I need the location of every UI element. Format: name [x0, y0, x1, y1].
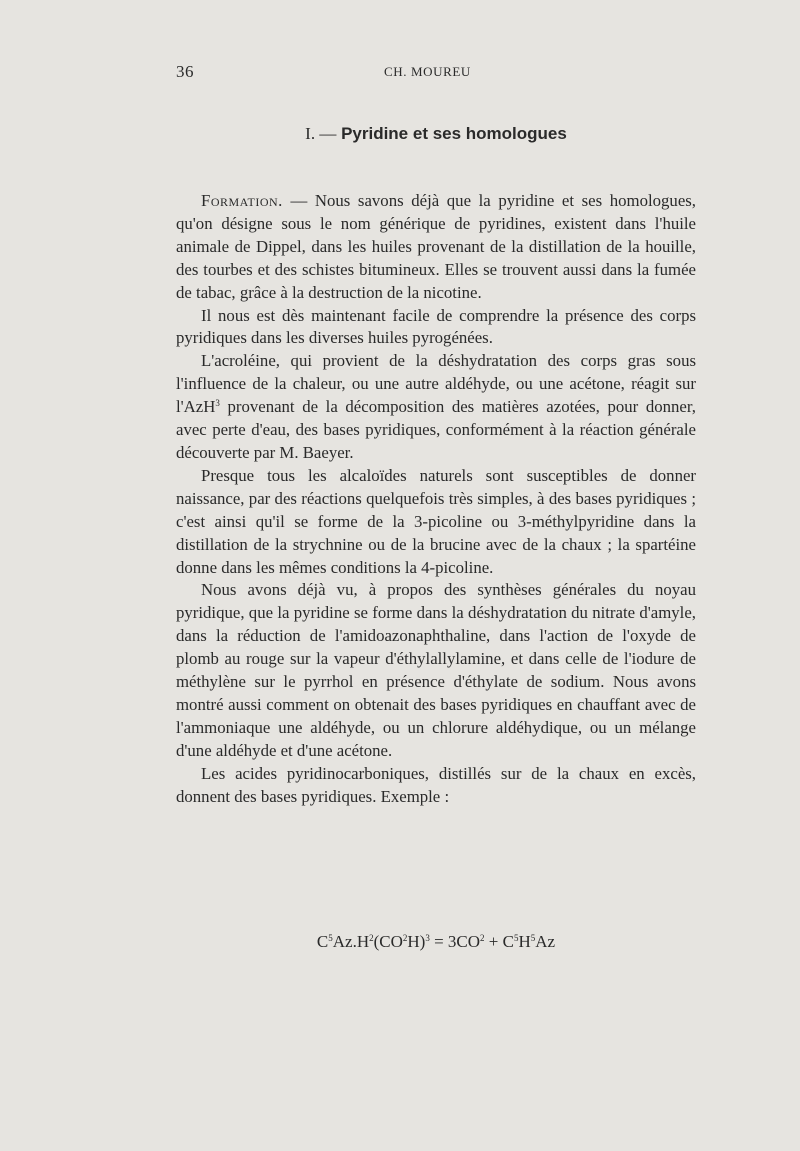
formula-part: C — [316, 932, 329, 951]
paragraph: Nous avons déjà vu, à propos des synthèses générales du noyau pyridique, que la pyridine se forme dans la déshydratation du nitrate d'amyle, dans la réduction de l'amidoazonaphthaline, dans l'action de l'oxyde de plomb au rouge sur la vapeur d'éthylallylamine, et dans celle de l'iodure de méthylène sur le pyrrhol en présence d'éthylate de sodium. Nous avons montré aussi comment on obtenait des bases pyridiques en chauffant avec de l'ammoniaque une aldéhyde, ou un chlorure aldéhydique, ou un mélange d'une aldéhyde et d'une acétone. — [176, 580, 696, 760]
formula-part: (CO — [373, 932, 403, 951]
formula-sup: 5 — [328, 933, 333, 943]
formula-part: Az — [535, 932, 556, 951]
formula-part: = 3CO — [429, 932, 481, 951]
formula-sup: 2 — [369, 933, 374, 943]
formula-sup: 2 — [402, 933, 408, 943]
section-heading — [176, 124, 696, 144]
chemical-equation — [176, 932, 696, 952]
page-number: 36 — [176, 62, 194, 81]
section-number: I. — — [305, 124, 337, 143]
body-text — [176, 190, 696, 808]
section-title: Pyridine et ses homologues — [341, 124, 567, 143]
formula-part: H) — [407, 932, 426, 951]
paragraph: Presque tous les alcaloïdes naturels sont susceptibles de donner naissance, par des réactions quelquefois très simples, à des bases pyridiques ; c'est ainsi qu'il se forme de la 3-picoline ou 3-méthylpyridine dans la distillation de la strychnine ou de la brucine avec de la chaux ; la spartéine donne dans les mêmes conditions la 4-picoline. — [176, 465, 696, 577]
formula-part: H — [518, 932, 531, 951]
paragraph-lead: Formation. — [201, 191, 283, 210]
running-title: CH. MOUREU — [384, 64, 471, 79]
paragraph-text: — Nous savons déjà que la pyridine et ses homologues, qu'on désigne sous le nom générique de pyridines, existent dans l'huile animale de Dippel, dans les huiles provenant de la distillation de la houille, des tourbes et des schistes bitumineux. Elles se trouvent aussi dans la fumée de tabac, grâce à la destruction de la nicotine. — [176, 191, 696, 302]
formula-part: Az.H — [332, 932, 370, 951]
paragraph-formation — [176, 190, 696, 305]
paragraph: Il nous est dès maintenant facile de comprendre la présence des corps pyridiques dans les diverses huiles pyrogénées. — [176, 305, 696, 348]
paragraph-text: provenant de la décomposition des matières azotées, pour donner, avec perte d'eau, des bases pyridiques, conformément à la réaction générale découverte par M. Baeyer. — [176, 397, 696, 462]
formula-sup: 5 — [513, 933, 519, 943]
formula-sup: 3 — [425, 933, 430, 943]
formula-sup: 5 — [530, 933, 536, 943]
paragraph-text: L'acroléine, qui provient de la déshydratation des corps gras sous l'influence de la chaleur, ou une autre aldéhyde, ou une acétone, réagit sur l'AzH — [176, 351, 696, 417]
paragraph: Les acides pyridinocarboniques, distillés sur de la chaux en excès, donnent des bases pyridiques. Exemple : — [176, 763, 696, 806]
paragraph-acroleine — [176, 350, 696, 465]
superscript: 3 — [215, 398, 220, 409]
formula-sup: 2 — [480, 933, 485, 943]
formula-part: + C — [484, 932, 514, 951]
